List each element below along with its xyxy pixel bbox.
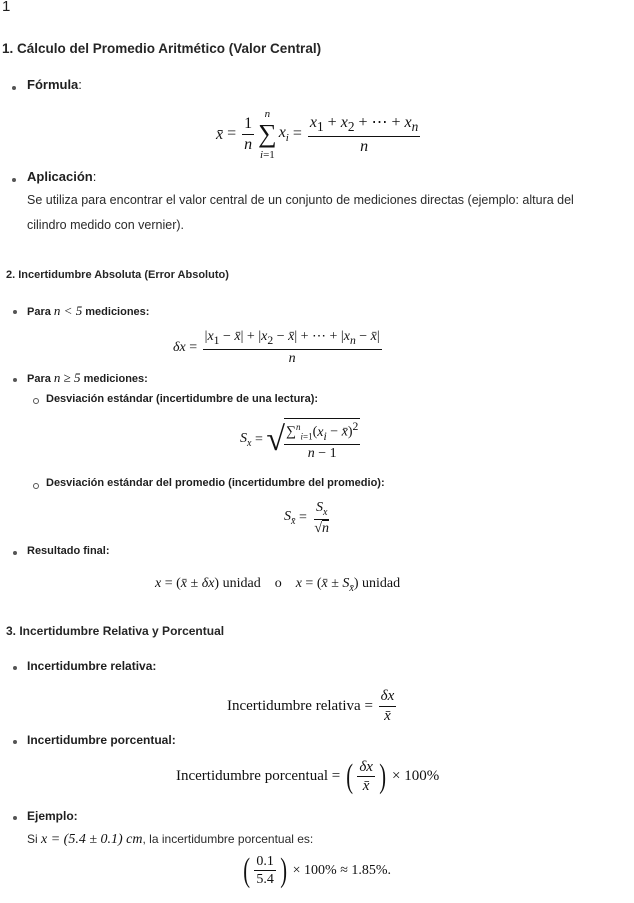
relativa-label: Incertidumbre relativa: — [27, 659, 157, 673]
sub-bullet — [33, 398, 39, 404]
ejemplo-formula: ( $\frac{0.1}{5.4}$ ) × 100% ≈ 1.85%. — [243, 852, 392, 889]
page-number: 1 — [2, 0, 11, 15]
application-label: Aplicación: — [27, 169, 97, 184]
section-2-title: 2. Incertidumbre Absoluta (Error Absoluto) — [6, 269, 229, 281]
bullet — [12, 86, 16, 90]
bullet — [13, 310, 17, 314]
bullet — [13, 816, 17, 820]
porcentual-formula: Incertidumbre porcentual = ( $\frac{\delta x}{x̄}$ ) × 100% — [176, 758, 440, 795]
ejemplo-text: Si x = (5.4 ± 0.1) cm, la incertidumbre porcentual es: — [27, 832, 314, 847]
absolute-error-formula: δx = $\frac{|x_1 - x̄| + |x_2 - x̄| + \cdots + |x_n - x̄|}{n}$ — [173, 329, 380, 366]
bullet — [13, 740, 17, 744]
bullet — [13, 551, 17, 555]
mean-formula: x̄ = $\frac{1}{n}$ n ∑ i=1 $x_i$ = $\frac{x_1 + x_2 + \cdots + x_n}{n}$ — [216, 108, 419, 161]
desviacion-promedio-label: Desviación estándar del promedio (incertidumbre del promedio): — [46, 477, 385, 489]
relativa-formula: Incertidumbre relativa = $\frac{\delta x}{x̄}$ — [227, 688, 395, 724]
std-dev-mean-formula: $S_{x̄}$ = $\frac{S_x}{√n}$ — [284, 500, 330, 536]
section-3-title: 3. Incertidumbre Relativa y Porcentual — [6, 624, 225, 638]
bullet — [13, 378, 17, 382]
bullet — [12, 178, 16, 182]
para-menor-label: Para n < 5 mediciones: — [27, 303, 150, 318]
application-text-line-1: Se utiliza para encontrar el valor central de un conjunto de mediciones directas (ejemplo: altura del — [27, 193, 574, 207]
ejemplo-label: Ejemplo: — [27, 809, 78, 823]
std-dev-formula: $S_x$ = √ $\frac{\sum^n_{i=1}(x_i - x̄)^2}{n - 1}$ — [240, 420, 359, 462]
application-text-line-2: cilindro medido con vernier). — [27, 218, 185, 232]
formula-label: Fórmula: — [27, 77, 82, 92]
bullet — [13, 666, 17, 670]
resultado-final-formula: x = (x̄ ± δx) unidad o x = (x̄ ± $S_{x̄}$) unidad — [155, 576, 401, 594]
resultado-final-label: Resultado final: — [27, 545, 110, 557]
para-mayor-label: Para n ≥ 5 mediciones: — [27, 370, 148, 385]
desviacion-label: Desviación estándar (incertidumbre de una lectura): — [46, 393, 319, 405]
sub-bullet — [33, 483, 39, 489]
section-1-title: 1. Cálculo del Promedio Aritmético (Valor Central) — [2, 41, 322, 56]
porcentual-label: Incertidumbre porcentual: — [27, 733, 176, 747]
